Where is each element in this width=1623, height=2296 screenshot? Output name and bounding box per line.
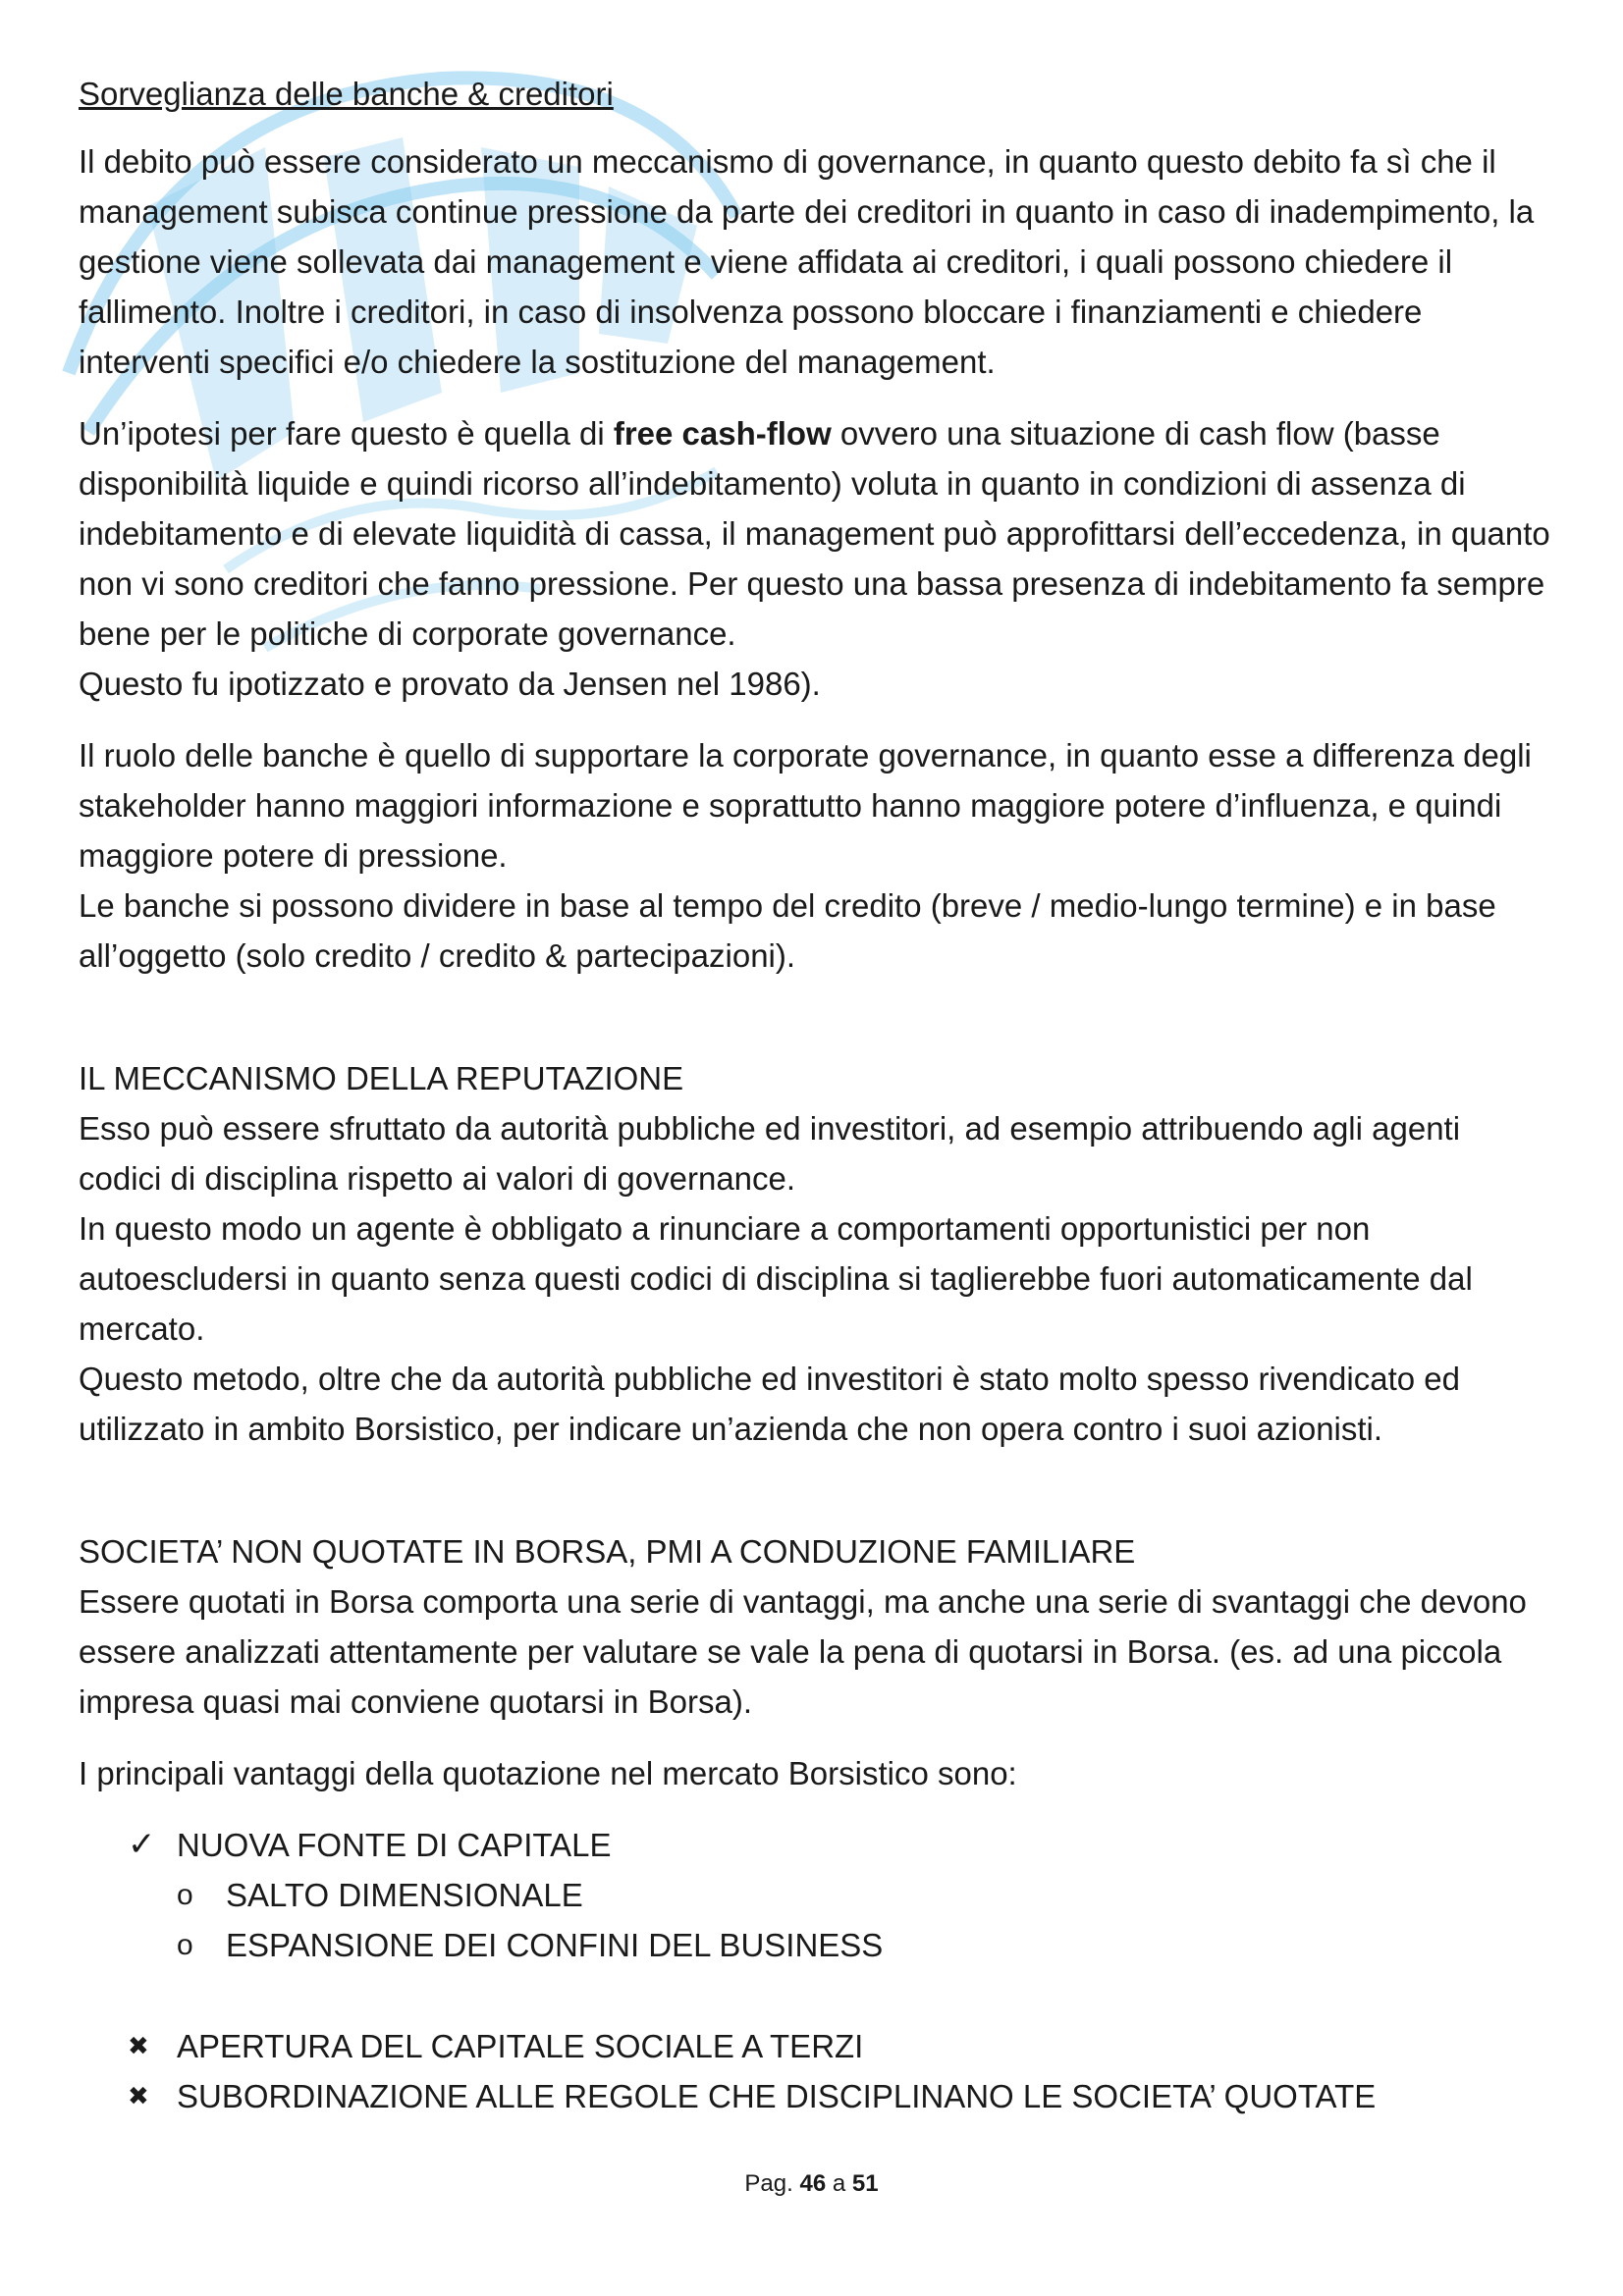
list-item-advantage	[128, 1820, 1551, 1870]
text-span: ovvero una situazione di cash flow (basse disponibilità liquide e quindi ricorso all’indebitamento) voluta in quanto in condizioni di assenza di indebitamento e di elevate liquidità di cassa, il management può approfittarsi dell’eccedenza, in quanto non vi sono creditori che fanno pressione. Per questo una bassa presenza di indebitamento fa sempre bene per le politiche di corporate governance.	[79, 415, 1550, 652]
list-item-disadvantage	[128, 2021, 1551, 2071]
page-number-current: 46	[799, 2170, 827, 2197]
check-icon: ✓	[128, 1826, 156, 1863]
list-item-label: ESPANSIONE DEI CONFINI DEL BUSINESS	[226, 1927, 884, 1963]
text-span: Il ruolo delle banche è quello di supportare la corporate governance, in quanto esse a differenza degli stakeholder hanno maggiori informazione e soprattutto hanno maggiore potere d’influenza, e quindi maggiore potere di pressione.	[79, 737, 1532, 874]
page-footer	[0, 2169, 1623, 2199]
section-heading-reputation: IL MECCANISMO DELLA REPUTAZIONE	[79, 1060, 684, 1096]
page-number-separator: a	[826, 2170, 852, 2197]
disadvantages-list	[128, 2021, 1551, 2121]
list-item-label: SALTO DIMENSIONALE	[226, 1877, 583, 1913]
text-span: Le banche si possono dividere in base al tempo del credito (breve / medio-lungo termine) e in base all’oggetto (solo credito / credito & partecipazioni).	[79, 887, 1496, 974]
cross-icon: ✖	[128, 2031, 149, 2060]
advantages-sublist	[177, 1870, 1551, 1970]
page-number-total: 51	[851, 2170, 879, 2197]
list-item-sub	[177, 1870, 1551, 1920]
paragraph-advantages-intro: I principali vantaggi della quotazione nel mercato Borsistico sono:	[79, 1755, 1017, 1791]
list-item-sub	[177, 1920, 1551, 1970]
text-span: Questo fu ipotizzato e provato da Jensen nel 1986).	[79, 666, 821, 702]
section-heading-unlisted: SOCIETA’ NON QUOTATE IN BORSA, PMI A CONDUZIONE FAMILIARE	[79, 1533, 1136, 1570]
section-heading-banks: Sorveglianza delle banche & creditori	[79, 76, 614, 112]
paragraph-free-cash-flow	[79, 408, 1551, 709]
text-span: Un’ipotesi per fare questo è quella di	[79, 415, 614, 452]
bold-term-free-cash-flow: free cash-flow	[613, 415, 832, 452]
page-number-prefix: Pag.	[744, 2170, 800, 2197]
paragraph-reputation	[79, 1103, 1551, 1454]
circle-bullet-icon: o	[177, 1929, 193, 1961]
paragraph-debt-governance: Il debito può essere considerato un meccanismo di governance, in quanto questo debito fa sì che il management subisca continue pressione da parte dei creditori in quanto in caso di inadempimento, la gestione viene sollevata dai management e viene affidata ai creditori, i quali possono chiedere il fallimento. Inoltre i creditori, in caso di insolvenza possono bloccare i finanziamenti e chiedere interventi specifici e/o chiedere la sostituzione del management.	[79, 143, 1535, 380]
text-span: Esso può essere sfruttato da autorità pubbliche ed investitori, ad esempio attribuendo agli agenti codici di disciplina rispetto ai valori di governance.	[79, 1110, 1461, 1197]
list-item-disadvantage	[128, 2071, 1551, 2121]
cross-icon: ✖	[128, 2081, 149, 2110]
list-item-label: SUBORDINAZIONE ALLE REGOLE CHE DISCIPLINANO LE SOCIETA’ QUOTATE	[177, 2078, 1377, 2114]
document-page	[79, 69, 1551, 2121]
paragraph-listing: Essere quotati in Borsa comporta una serie di vantaggi, ma anche una serie di svantaggi che devono essere analizzati attentamente per valutare se vale la pena di quotarsi in Borsa. (es. ad una piccola impresa quasi mai conviene quotarsi in Borsa).	[79, 1583, 1527, 1720]
advantages-list	[128, 1820, 1551, 1870]
list-item-label: APERTURA DEL CAPITALE SOCIALE A TERZI	[177, 2028, 864, 2064]
list-item-label: NUOVA FONTE DI CAPITALE	[177, 1827, 612, 1863]
text-span: Questo metodo, oltre che da autorità pubbliche ed investitori è stato molto spesso rivendicato ed utilizzato in ambito Borsistico, per indicare un’azienda che non opera contro i suoi azionisti.	[79, 1361, 1460, 1447]
text-span: In questo modo un agente è obbligato a rinunciare a comportamenti opportunistici per non autoescludersi in quanto senza questi codici di disciplina si taglierebbe fuori automaticamente dal mercato.	[79, 1210, 1473, 1347]
circle-bullet-icon: o	[177, 1879, 193, 1911]
paragraph-banks-role	[79, 730, 1551, 981]
